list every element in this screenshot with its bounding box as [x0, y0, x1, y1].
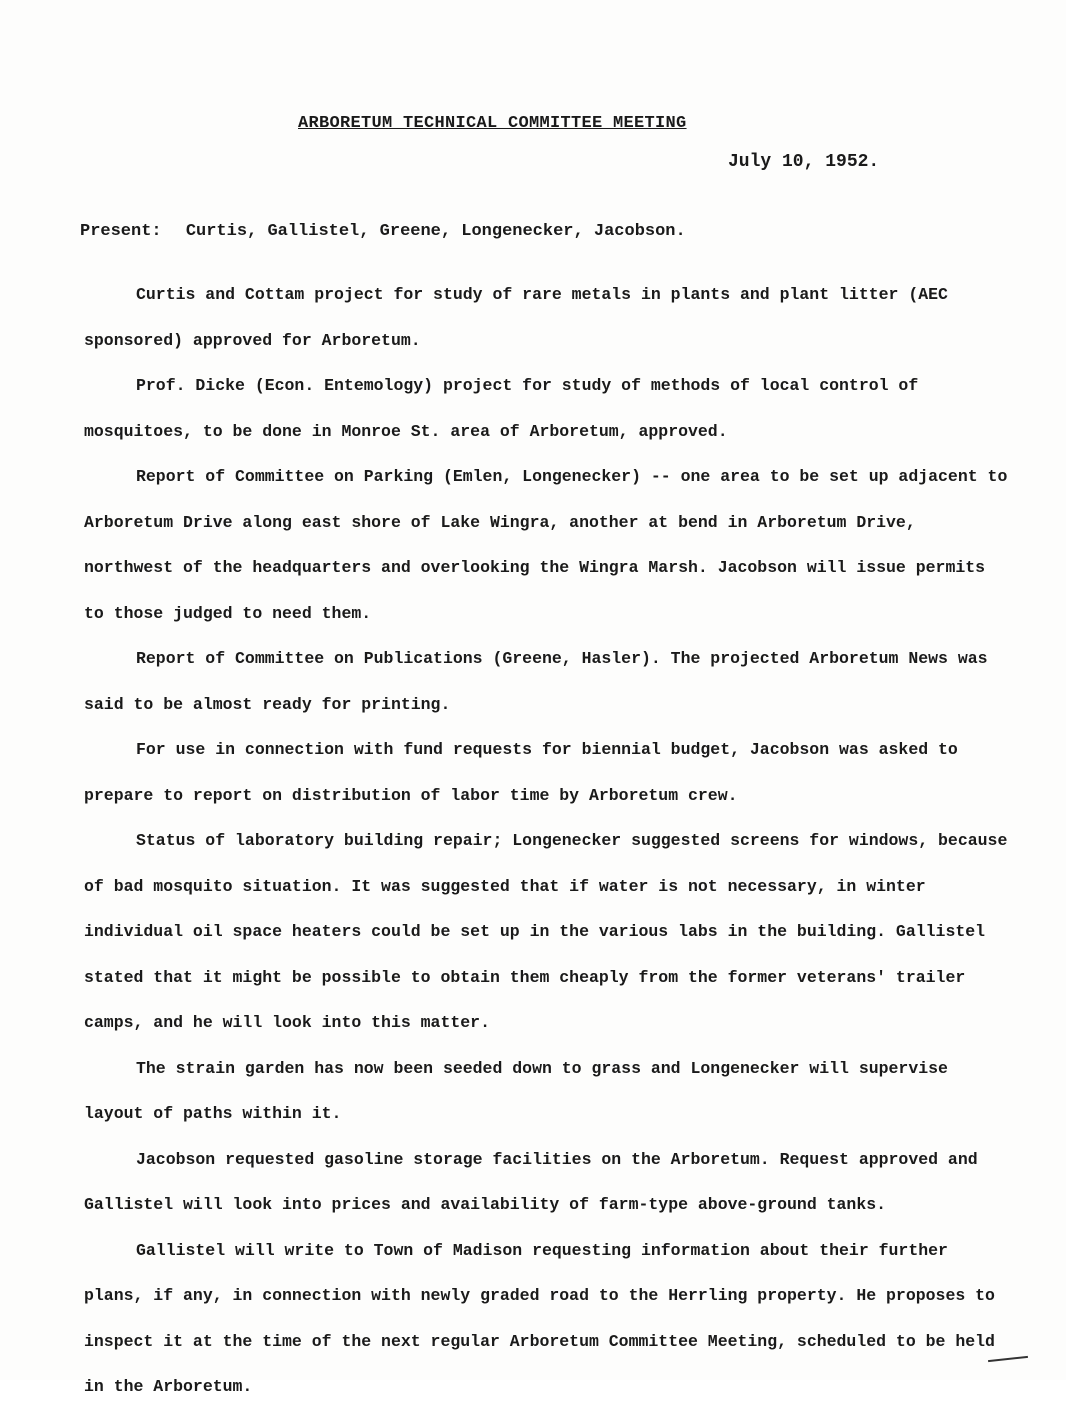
attendees-label: Present:: [80, 222, 162, 241]
minutes-paragraph: Report of Committee on Parking (Emlen, Longenecker) -- one area to be set up adjacent to Arboretum Drive along east shore of Lake Wingra, another at bend in Arboretum Drive, northwest of the headquarters and overlooking the Wingra Marsh. Jacobson will issue permits to those judged to need them.: [84, 467, 1008, 623]
minutes-paragraph: Gallistel will write to Town of Madison requesting information about their further plans, if any, in connection with newly graded road to the Herrling property. He proposes to inspect it at the time of the next regular Arboretum Committee Meeting, scheduled to be held in the Arboretum.: [84, 1240, 995, 1396]
minutes-paragraph: Curtis and Cottam project for study of rare metals in plants and plant litter (AEC sponsored) approved for Arboretum.: [84, 285, 948, 350]
attendees-line: [80, 222, 686, 241]
minutes-paragraph: Prof. Dicke (Econ. Entemology) project for study of methods of local control of mosquitoes, to be done in Monroe St. area of Arboretum, approved.: [84, 376, 919, 441]
minutes-body: [84, 272, 1014, 1410]
page-title: ARBORETUM TECHNICAL COMMITTEE MEETING: [298, 114, 687, 133]
minutes-paragraph: The strain garden has now been seeded down to grass and Longenecker will supervise layout of paths within it.: [84, 1058, 948, 1123]
attendees-names: Curtis, Gallistel, Greene, Longenecker, Jacobson.: [185, 222, 686, 241]
minutes-paragraph: Report of Committee on Publications (Greene, Hasler). The projected Arboretum News was said to be almost ready for printing.: [84, 649, 988, 714]
minutes-paragraph: Jacobson requested gasoline storage facilities on the Arboretum. Request approved and Gallistel will look into prices and availability of farm-type above-ground tanks.: [84, 1149, 978, 1214]
minutes-paragraph: Status of laboratory building repair; Longenecker suggested screens for windows, because of bad mosquito situation. It was suggested that if water is not necessary, in winter individual oil space heaters could be set up in the various labs in the building. Gallistel stated that it might be possible to obtain them cheaply from the former veterans' trailer camps, and he will look into this matter.: [84, 831, 1008, 1032]
minutes-paragraph: For use in connection with fund requests for biennial budget, Jacobson was asked to prepare to report on distribution of labor time by Arboretum crew.: [84, 740, 958, 805]
meeting-date: July 10, 1952.: [728, 152, 880, 172]
